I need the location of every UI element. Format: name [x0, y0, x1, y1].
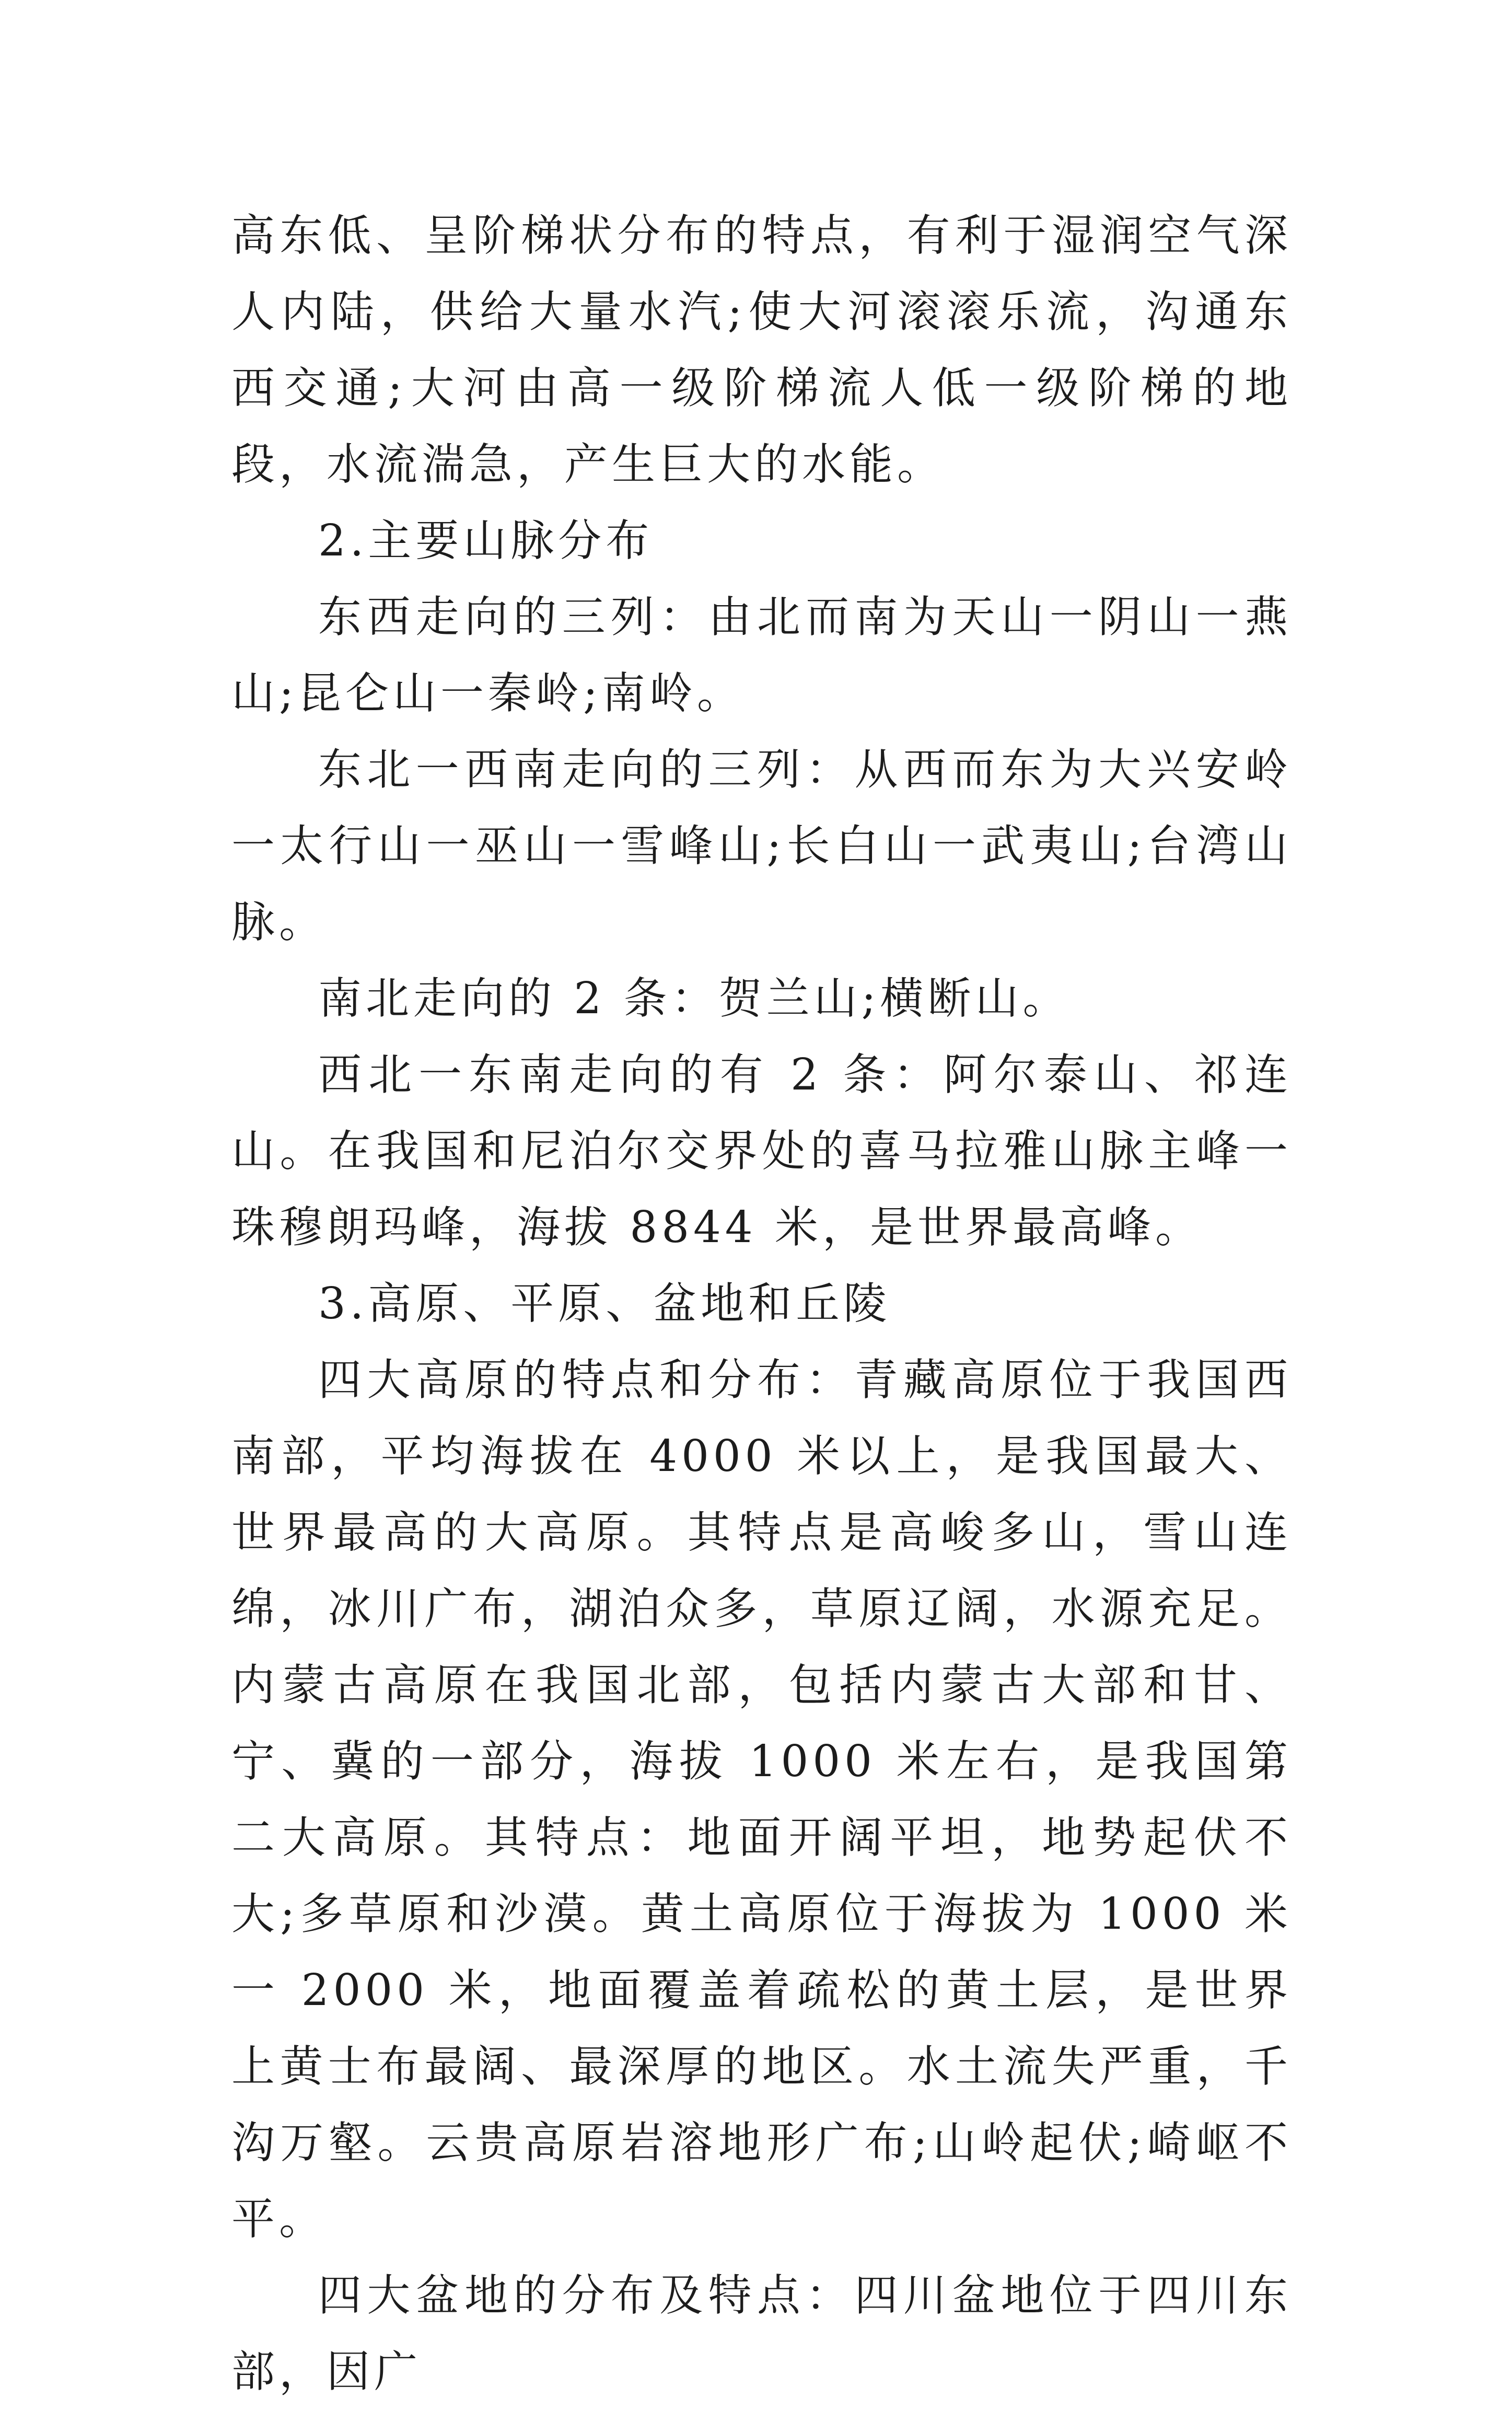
paragraph-northwest-southeast-ranges: 西北一东南走向的有 2 条：阿尔泰山、祁连山。在我国和尼泊尔交界处的喜马拉雅山脉主峰一珠穆朗玛峰，海拔 8844 米，是世界最高峰。 — [231, 1049, 1292, 1253]
paragraph-northeast-southwest-ranges: 东北一西南走向的三列：从西而东为大兴安岭一太行山一巫山一雪峰山;长白山一武夷山;台湾山脉。 — [231, 744, 1292, 947]
paragraph-four-plateaus: 四大高原的特点和分布：青藏高原位于我国西南部，平均海拔在 4000 米以上，是我国最大、世界最高的大高原。其特点是高峻多山，雪山连绵，冰川广布，湖泊众多，草原辽阔，水源充足。内蒙古高原在我国北部，包括内蒙古大部和甘、宁、冀的一部分，海拔 1000 米左右，是我国第二大高原。其特点：地面开阔平坦，地势起伏不大;多草原和沙漠。黄土高原位于海拔为 1000 米一 2000 米，地面覆盖着疏松的黄土层，是世界上黄士布最阔、最深厚的地区。水土流失严重，千沟万壑。云贵高原岩溶地形广布;山岭起伏;崎岖不平。 — [231, 1354, 1292, 2244]
paragraph-north-south-ranges: 南北走向的 2 条：贺兰山;横断山。 — [318, 973, 1071, 1024]
document-body — [231, 198, 1292, 2410]
paragraph-continuation: 高东低、呈阶梯状分布的特点，有利于湿润空气深人内陆，供给大量水汽;使大河滚滚乐流，沟通东西交通;大河由高一级阶梯流人低一级阶梯的地段，水流湍急，产生巨大的水能。 — [231, 210, 1292, 490]
section-heading-landforms: 3.高原、平原、盆地和丘陵 — [318, 1278, 891, 1329]
paragraph-four-basins: 四大盆地的分布及特点：四川盆地位于四川东部，因广 — [231, 2270, 1292, 2397]
section-heading-mountains: 2.主要山脉分布 — [318, 515, 654, 566]
paragraph-east-west-ranges: 东西走向的三列：由北而南为天山一阴山一燕山;昆仑山一秦岭;南岭。 — [231, 592, 1292, 719]
